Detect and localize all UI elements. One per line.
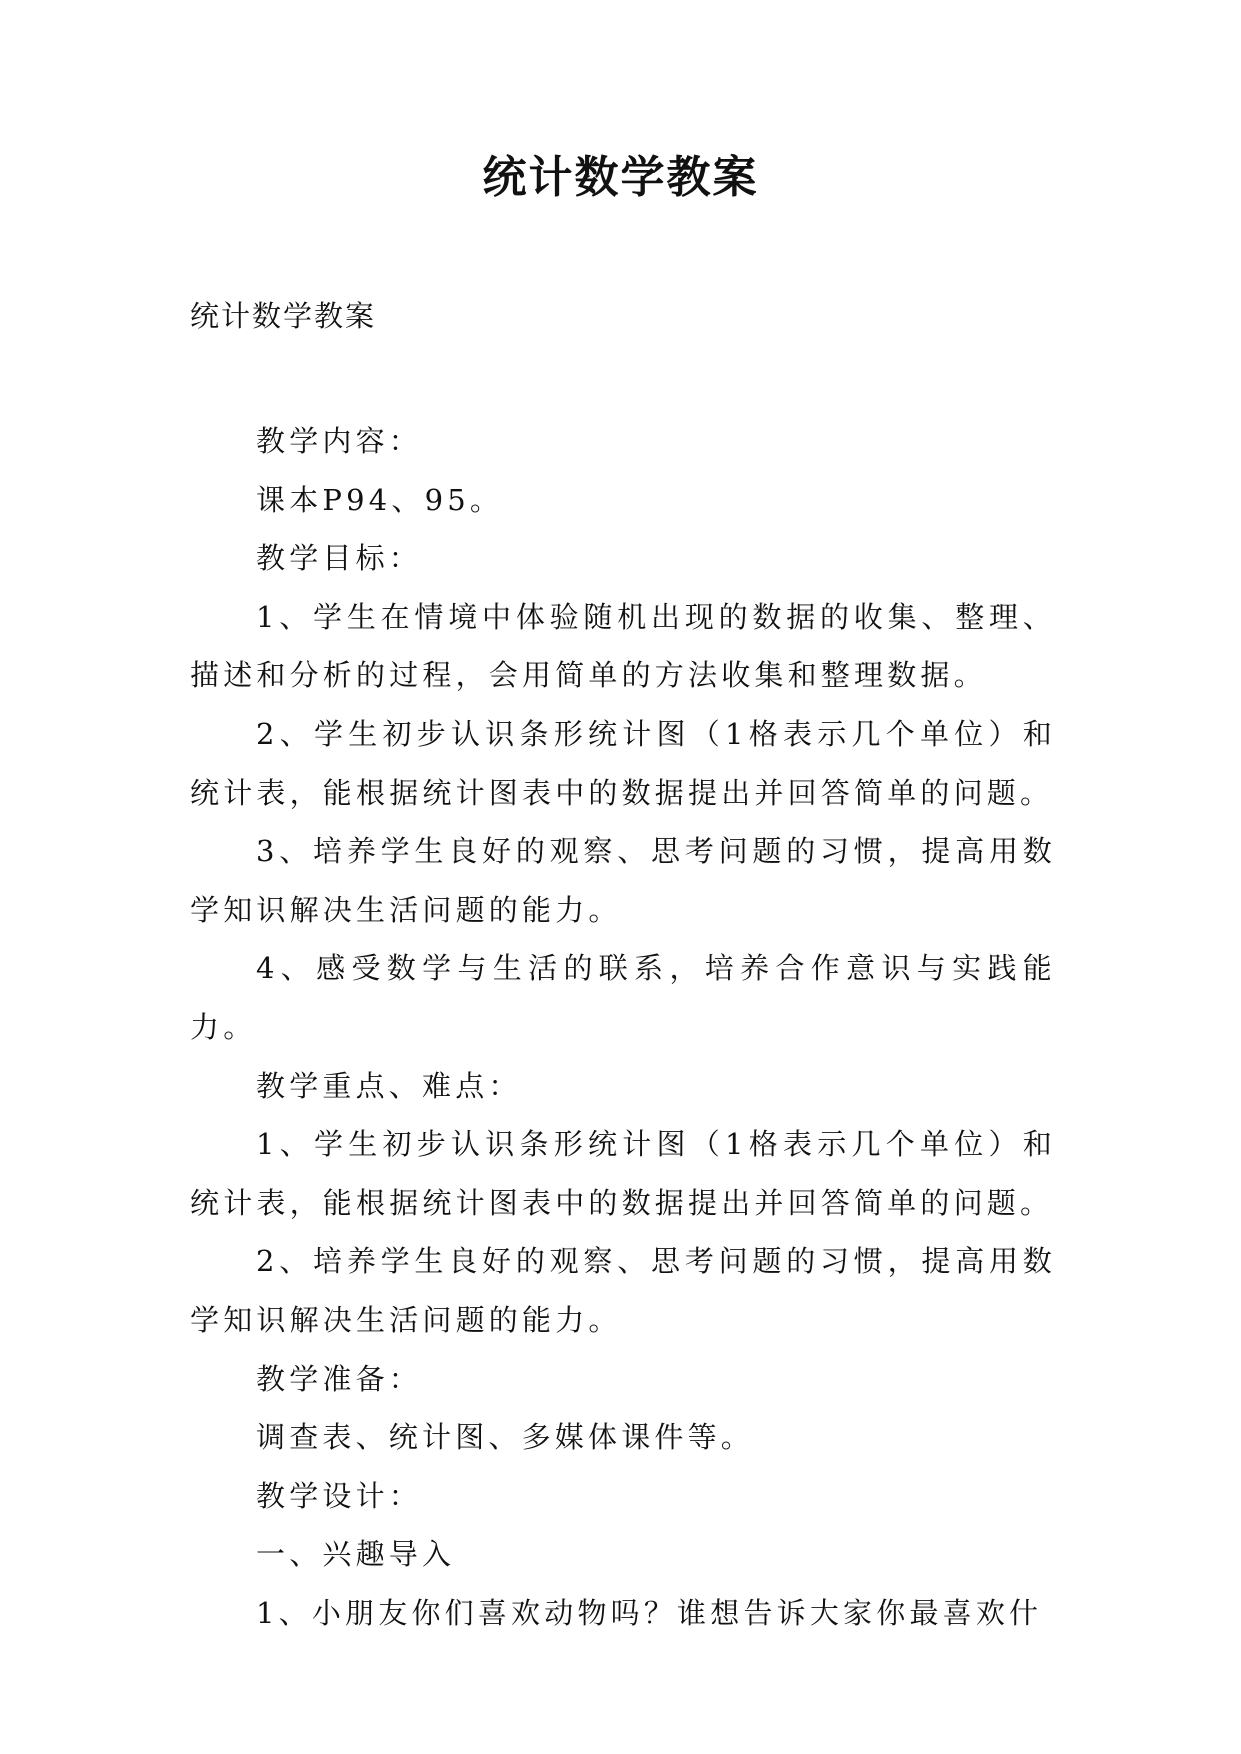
paragraph-preparation-heading: 教学准备： [256, 1361, 423, 1396]
paragraph-goal-3: 3、培养学生良好的观察、思考问题的习惯，提高用数学知识解决生活问题的能力。 [190, 834, 1056, 927]
paragraph-teaching-goals-heading: 教学目标： [256, 541, 423, 576]
paragraph-goal-2: 2、学生初步认识条形统计图（1格表示几个单位）和统计表，能根据统计图表中的数据提出并回答简单的问题。 [190, 716, 1056, 810]
document-body [190, 412, 1056, 1642]
paragraph-key-point-1: 1、学生初步认识条形统计图（1格表示几个单位）和统计表，能根据统计图表中的数据提出并回答简单的问题。 [190, 1127, 1056, 1220]
paragraph-section-1-heading: 一、兴趣导入 [256, 1537, 456, 1572]
paragraph-design-heading: 教学设计： [256, 1478, 423, 1513]
document-title: 统计数学教案 [482, 152, 759, 203]
paragraph-key-point-2: 2、培养学生良好的观察、思考问题的习惯，提高用数学知识解决生活问题的能力。 [190, 1244, 1056, 1337]
paragraph-goal-4: 4、感受数学与生活的联系，培养合作意识与实践能力。 [190, 951, 1056, 1044]
document-subtitle: 统计数学教案 [190, 299, 377, 333]
paragraph-section-1-item-1: 1、小朋友你们喜欢动物吗？谁想告诉大家你最喜欢什 [256, 1595, 1043, 1630]
paragraph-key-points-heading: 教学重点、难点： [256, 1068, 522, 1103]
paragraph-textbook-pages: 课本P94、95。 [256, 482, 504, 517]
paragraph-preparation-items: 调查表、统计图、多媒体课件等。 [256, 1420, 755, 1455]
paragraph-teaching-content-heading: 教学内容： [256, 424, 423, 458]
paragraph-goal-1: 1、学生在情境中体验随机出现的数据的收集、整理、描述和分析的过程，会用简单的方法收集和整理数据。 [190, 599, 1056, 693]
